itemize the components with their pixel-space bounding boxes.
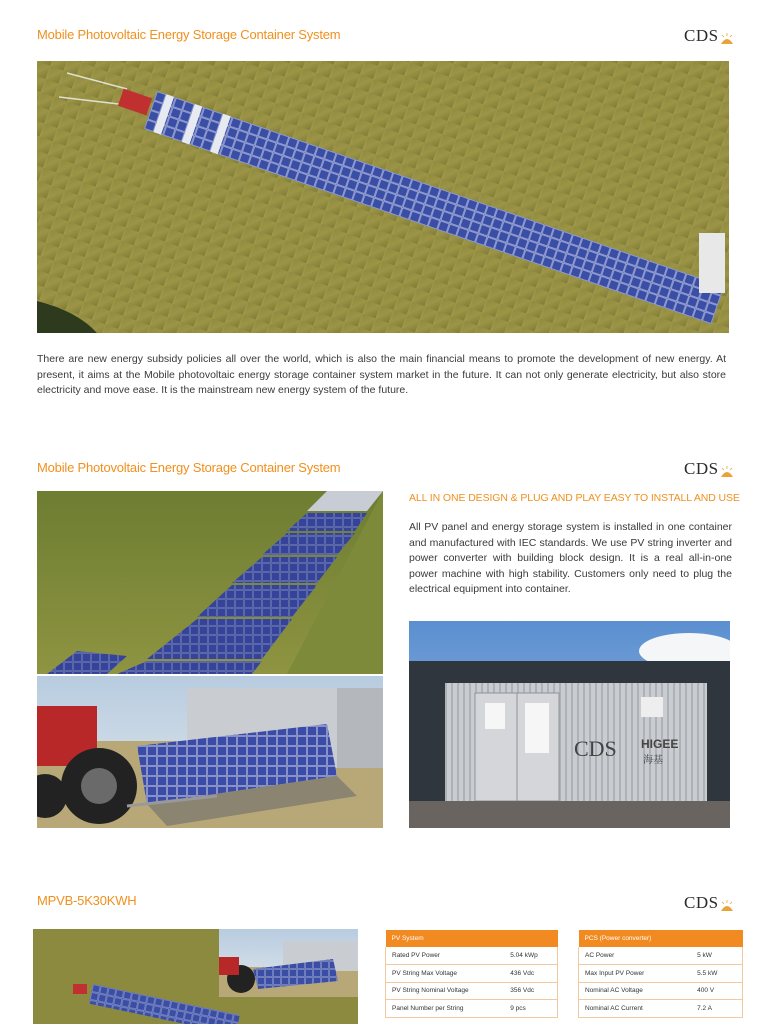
table-cell-key: AC Power: [579, 947, 692, 965]
pcs-table: [578, 930, 743, 1018]
section2-paragraph: All PV panel and energy storage system is installed in one container and manufactured with IEC standards. We use PV string inverter and power converter with building block design. It is a real all-in-one power machine with high stability. Customers only need to plug the electrical equipment into container.: [409, 521, 732, 595]
section2-title: Mobile Photovoltaic Energy Storage Container System: [37, 460, 341, 475]
sun-logo-icon: [720, 897, 734, 909]
container-cds-brand: CDS: [574, 736, 617, 761]
table-cell-key: Rated PV Power: [386, 947, 505, 965]
pv-system-table: [385, 930, 558, 1018]
table-cell-value: 400 V: [691, 982, 742, 1000]
section1-title: Mobile Photovoltaic Energy Storage Container System: [37, 27, 341, 42]
cds-logo: [684, 893, 734, 913]
table-row: [386, 1000, 558, 1018]
table-cell-value: 5 kW: [691, 947, 742, 965]
table-cell-value: 7.2 A: [691, 1000, 742, 1018]
table-cell-value: 5.04 kWp: [504, 947, 557, 965]
table-row: [579, 947, 743, 965]
product-collage-photo: [33, 929, 358, 1024]
table-cell-value: 436 Vdc: [504, 965, 557, 983]
table-cell-key: PV String Max Voltage: [386, 965, 505, 983]
cds-logo: [684, 459, 734, 479]
container-higee-brand-cn: 海基: [643, 755, 663, 766]
table-cell-key: PV String Nominal Voltage: [386, 982, 505, 1000]
table-cell-key: Nominal AC Current: [579, 1000, 692, 1018]
aerial-solar-panels-photo: [37, 61, 729, 333]
table-cell-key: Max Input PV Power: [579, 965, 692, 983]
table-cell-key: Nominal AC Voltage: [579, 982, 692, 1000]
table-row: [386, 965, 558, 983]
table-row: [579, 1000, 743, 1018]
section3-title: MPVB-5K30KWH: [37, 893, 137, 908]
cds-logo-text: CDS: [684, 893, 719, 912]
table-row: [386, 982, 558, 1000]
pv-system-table-header: PV System: [386, 930, 558, 947]
table-row: [386, 947, 558, 965]
cds-logo-text: CDS: [684, 459, 719, 478]
sun-logo-icon: [720, 30, 734, 42]
cds-logo: [684, 26, 734, 46]
table-row: [579, 982, 743, 1000]
table-cell-value: 5.5 kW: [691, 965, 742, 983]
folding-solar-panels-photo: [37, 491, 383, 674]
table-cell-key: Panel Number per String: [386, 1000, 505, 1018]
container-photo: [409, 621, 730, 828]
cds-logo-text: CDS: [684, 26, 719, 45]
table-cell-value: 356 Vdc: [504, 982, 557, 1000]
table-cell-value: 9 pcs: [504, 1000, 557, 1018]
pcs-table-header: PCS (Power converter): [579, 930, 743, 947]
section1-paragraph: There are new energy subsidy policies all over the world, which is also the main financial means to promote the development of new energy. At present, it aims at the Mobile photovoltaic energy storage container system market in the future. It can not only generate electricity, but also store electricity and move ease. It is the mainstream new energy system of the future.: [37, 353, 726, 396]
section2-subheading: ALL IN ONE DESIGN & PLUG AND PLAY EASY TO INSTALL AND USE: [409, 492, 740, 504]
table-row: [579, 965, 743, 983]
container-higee-brand: HIGEE: [641, 737, 679, 751]
tractor-container-photo: [37, 676, 383, 828]
sun-logo-icon: [720, 463, 734, 475]
